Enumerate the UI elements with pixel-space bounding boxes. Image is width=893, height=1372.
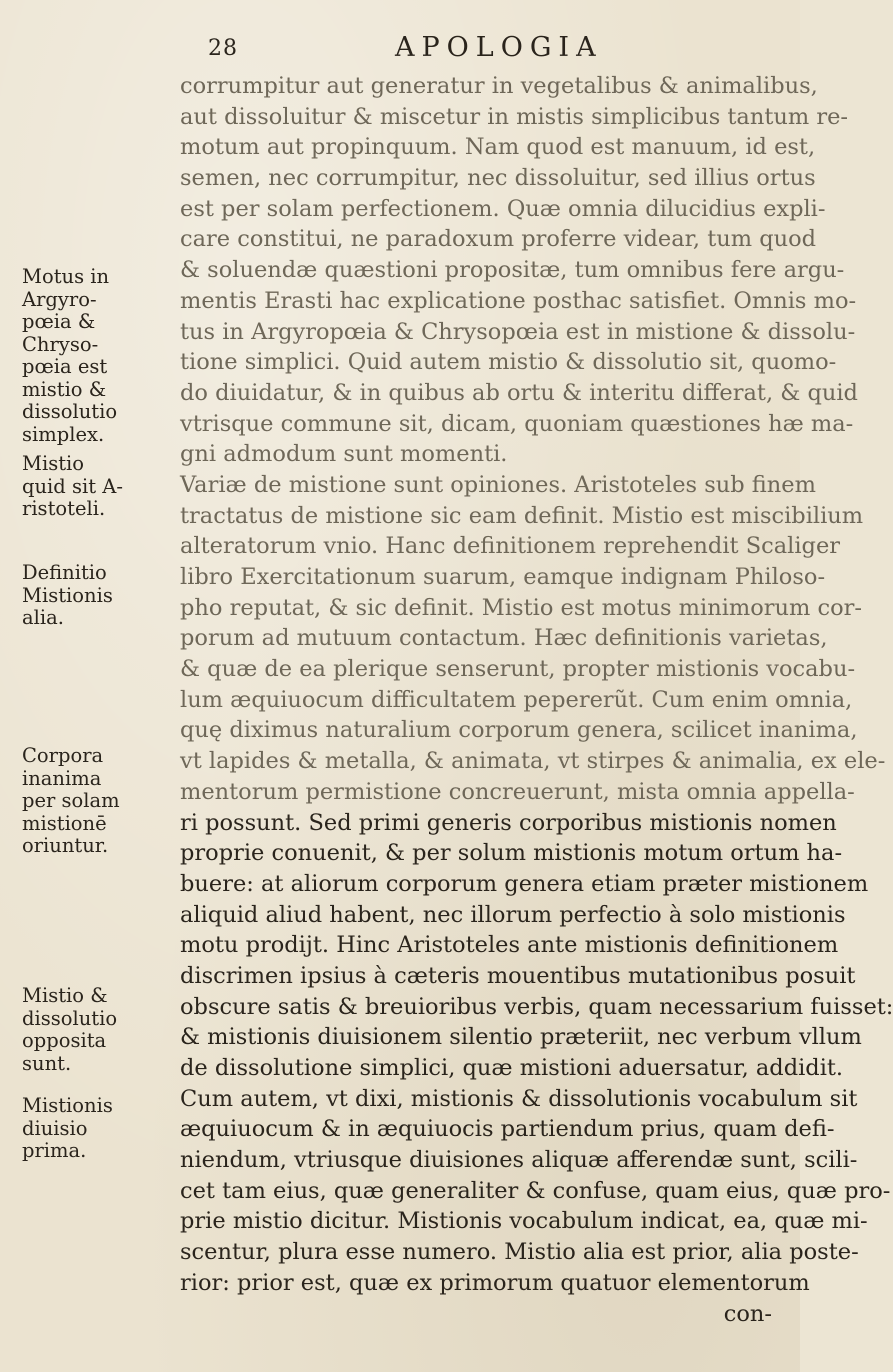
margin-note-line: dissolutio	[22, 1006, 118, 1030]
margin-note-line: ristoteli.	[22, 497, 106, 520]
margin-note-motus	[22, 266, 172, 446]
catchword: con-	[723, 1300, 772, 1327]
text-line: prie mistio dicitur. Mistionis vocabulum indicat, ea, quæ mi-	[180, 1208, 868, 1235]
text-line: discrimen ipsius à cæteris mouentibus mutationibus posuit	[180, 962, 856, 989]
main-text-block	[180, 71, 893, 1329]
text-line: gni admodum sunt momenti.	[180, 441, 508, 468]
margin-note-opposita	[22, 985, 172, 1075]
text-line: mentis Erasti hac explicatione posthac satisfiet. Omnis mo-	[180, 287, 857, 314]
text-line: Variæ de mistione sunt opiniones. Aristoteles sub finem	[180, 471, 816, 498]
running-head	[180, 30, 780, 64]
margin-note-line: Motus in	[22, 265, 110, 288]
margin-note-line: mistio &	[22, 377, 107, 401]
margin-note-line: prima.	[22, 1139, 87, 1162]
margin-note-line: diuisio	[22, 1116, 88, 1140]
text-line: & soluendæ quæstioni propositæ, tum omnibus fere argu-	[180, 257, 845, 284]
text-line: alteratorum vnio. Hanc definitionem reprehendit Scaliger	[180, 533, 841, 560]
margin-note-line: Mistio &	[22, 984, 108, 1007]
text-line: quę diximus naturalium corporum genera, scilicet inanima,	[180, 717, 858, 744]
text-line: corrumpitur aut generatur in vegetalibus & animalibus,	[180, 73, 818, 99]
text-line: pho reputat, & sic definit. Mistio est motus minimorum cor-	[180, 594, 863, 621]
text-line: vt lapides & metalla, & animata, vt stirpes & animalia, ex ele-	[180, 748, 886, 775]
text-line: tione simplici. Quid autem mistio & dissolutio sit, quomo-	[180, 349, 837, 376]
margin-note-line: oriuntur.	[22, 834, 109, 857]
text-line: do diuidatur, & in quibus ab ortu & interitu differat, & quid	[180, 379, 858, 406]
text-line: lum æquiuocum difficultatem pepererũt. Cum enim omnia,	[180, 686, 853, 713]
text-line: vtrisque commune sit, dicam, quoniam quæstiones hæ ma-	[180, 410, 854, 437]
margin-note-line: pœia &	[22, 310, 96, 333]
text-line: semen, nec corrumpitur, nec dissoluitur, sed illius ortus	[180, 165, 816, 192]
text-line: mentorum permistione concreuerunt, mista omnia appella-	[180, 778, 855, 805]
text-line: buere: at aliorum corporum genera etiam præter mistionem	[180, 870, 869, 897]
margin-note-line: sunt.	[22, 1051, 72, 1075]
text-line: rior: prior est, quæ ex primorum quatuor elementorum	[180, 1269, 810, 1296]
margin-note-line: Chryso-	[22, 332, 99, 356]
margin-note-line: Mistio	[22, 452, 85, 475]
margin-note-line: Argyro-	[22, 287, 97, 311]
margin-note-line: Corpora	[22, 744, 104, 767]
text-line: tractatus de mistione sic eam definit. Mistio est miscibilium	[180, 502, 864, 529]
margin-note-line: pœia est	[22, 355, 108, 378]
margin-note-mistio-aristoteli	[22, 453, 172, 521]
text-line: & mistionis diuisionem silentio præteriit, nec verbum vllum	[180, 1024, 862, 1051]
text-line: scentur, plura esse numero. Mistio alia est prior, alia poste-	[180, 1239, 859, 1266]
margin-note-line: dissolutio	[22, 400, 118, 423]
text-line: de dissolutione simplici, quæ mistioni aduersatur, addidit.	[180, 1055, 844, 1081]
text-line: Cum autem, vt dixi, mistionis & dissolutionis vocabulum sit	[180, 1085, 858, 1112]
text-line: proprie conuenit, & per solum mistionis motum ortum ha-	[180, 840, 843, 867]
margin-note-line: quid sit A-	[22, 474, 123, 498]
text-line: ri possunt. Sed primi generis corporibus mistionis nomen	[180, 809, 837, 836]
margin-note-line: opposita	[22, 1029, 107, 1052]
margin-note-line: mistionē	[22, 811, 107, 835]
page-number: 28	[208, 36, 238, 61]
margin-note-line: inanima	[22, 766, 102, 790]
margin-note-line: alia.	[22, 606, 64, 629]
text-line: cet tam eius, quæ generaliter & confuse, quam eius, quæ pro-	[180, 1177, 891, 1204]
margin-note-line: simplex.	[22, 422, 105, 446]
text-line: care constitui, ne paradoxum proferre videar, tum quod	[180, 226, 817, 253]
text-line: porum ad mutuum contactum. Hæc definitionis varietas,	[180, 625, 828, 652]
margin-note-corpora	[22, 745, 172, 858]
text-line: aut dissoluitur & miscetur in mistis simplicibus tantum re-	[180, 103, 849, 130]
margin-note-line: Definitio	[22, 561, 107, 584]
text-line: motum aut propinquum. Nam quod est manuum, id est,	[180, 134, 816, 161]
text-line: niendum, vtriusque diuisiones aliquæ afferendæ sunt, scili-	[180, 1147, 858, 1174]
text-line: aliquid aliud habent, nec illorum perfectio à solo mistionis	[180, 901, 846, 928]
margin-note-diuisio	[22, 1095, 172, 1163]
text-line: libro Exercitationum suarum, eamque indignam Philoso-	[180, 564, 826, 590]
margin-note-line: Mistionis	[22, 583, 113, 607]
page-title: APOLOGIA	[395, 32, 603, 63]
text-line: est per solam perfectionem. Quæ omnia dilucidius expli-	[180, 195, 826, 222]
text-line: motu prodijt. Hinc Aristoteles ante mistionis definitionem	[180, 932, 839, 959]
text-line: & quæ de ea plerique senserunt, propter mistionis vocabu-	[180, 656, 856, 683]
text-line: æquiuocum & in æquiuocis partiendum prius, quam defi-	[180, 1116, 835, 1143]
margin-note-line: Mistionis	[22, 1094, 113, 1117]
margin-note-line: per solam	[22, 789, 120, 812]
text-line: obscure satis & breuioribus verbis, quam necessarium fuisset:	[180, 993, 893, 1020]
text-line: tus in Argyropœia & Chrysopœia est in mistione & dissolu-	[180, 318, 856, 345]
margin-note-definitio	[22, 562, 172, 630]
